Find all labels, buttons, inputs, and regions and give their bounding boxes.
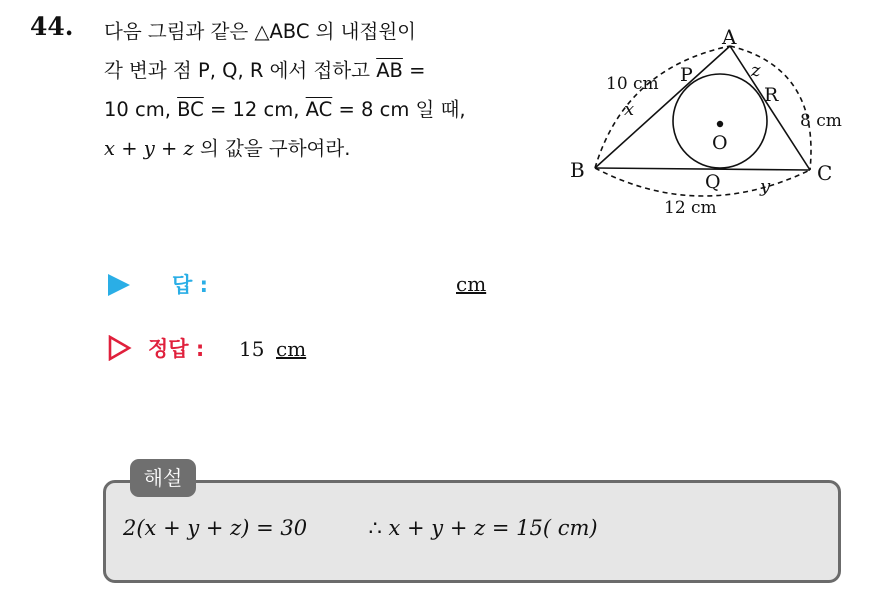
length-ac-label: 8 cm bbox=[800, 111, 842, 131]
var-y-label: y bbox=[760, 176, 771, 197]
triangle-figure-lines bbox=[595, 46, 811, 196]
answer-unit: cm bbox=[456, 272, 487, 296]
var-z-label: z bbox=[751, 60, 761, 81]
question-expression: x + y + z bbox=[104, 137, 194, 160]
point-r-label: R bbox=[764, 84, 779, 106]
side-ab bbox=[595, 46, 730, 168]
center-o-label: O bbox=[712, 132, 728, 154]
segment-ac: $\overline{AC}$ bbox=[305, 98, 333, 121]
question-line-2-prefix: 각 변과 점 P, Q, R 에서 접하고 bbox=[104, 59, 377, 82]
var-x-label: x bbox=[624, 99, 635, 120]
curve-bc bbox=[595, 168, 810, 196]
question-line-1: 다음 그림과 같은 △ABC 의 내접원이 bbox=[104, 20, 417, 43]
point-p-label: P bbox=[680, 64, 693, 86]
vertex-c-label: C bbox=[817, 161, 833, 185]
question-line-3 bbox=[104, 90, 554, 129]
segment-ab: $\overline{AB}$ bbox=[376, 59, 403, 82]
vertex-a-label: A bbox=[722, 25, 737, 49]
side-ac bbox=[730, 46, 810, 170]
length-bc-label: 12 cm bbox=[664, 198, 717, 218]
filled-triangle-icon bbox=[108, 274, 130, 296]
solution-tab: 해설 bbox=[130, 459, 196, 497]
question-line-4 bbox=[104, 129, 554, 168]
therefore-symbol: ∴ bbox=[368, 516, 382, 540]
triangle-figure bbox=[560, 18, 860, 223]
question-line-4-suffix: 의 값을 구하여라. bbox=[193, 137, 351, 160]
outline-triangle-icon bbox=[108, 335, 132, 361]
question-line-2-suffix: = bbox=[402, 59, 426, 82]
vertex-b-label: B bbox=[570, 158, 585, 182]
length-ab-label: 10 cm bbox=[606, 74, 659, 94]
correct-answer-unit: cm bbox=[276, 337, 307, 361]
question-number: 44. bbox=[30, 12, 74, 41]
correct-answer-value: 15 bbox=[239, 337, 265, 361]
question-line-3-prefix: 10 cm, bbox=[104, 98, 178, 121]
point-q-label: Q bbox=[705, 171, 721, 193]
center-point-o bbox=[717, 121, 723, 127]
correct-answer-label: 정답 : bbox=[148, 337, 205, 361]
question-line-3-mid: = 12 cm, bbox=[203, 98, 306, 121]
solution-equation-2: x + y + z = 15( cm) bbox=[388, 516, 598, 540]
segment-bc: $\overline{BC}$ bbox=[177, 98, 204, 121]
solution-equation-1: 2(x + y + z) = 30 bbox=[123, 516, 308, 540]
question-line-3-suffix: = 8 cm 일 때, bbox=[332, 98, 466, 121]
question-line-2 bbox=[104, 51, 554, 90]
answer-label: 답 : bbox=[172, 273, 208, 297]
side-bc bbox=[595, 168, 810, 170]
solution-text bbox=[123, 516, 598, 540]
question-text bbox=[104, 12, 554, 168]
